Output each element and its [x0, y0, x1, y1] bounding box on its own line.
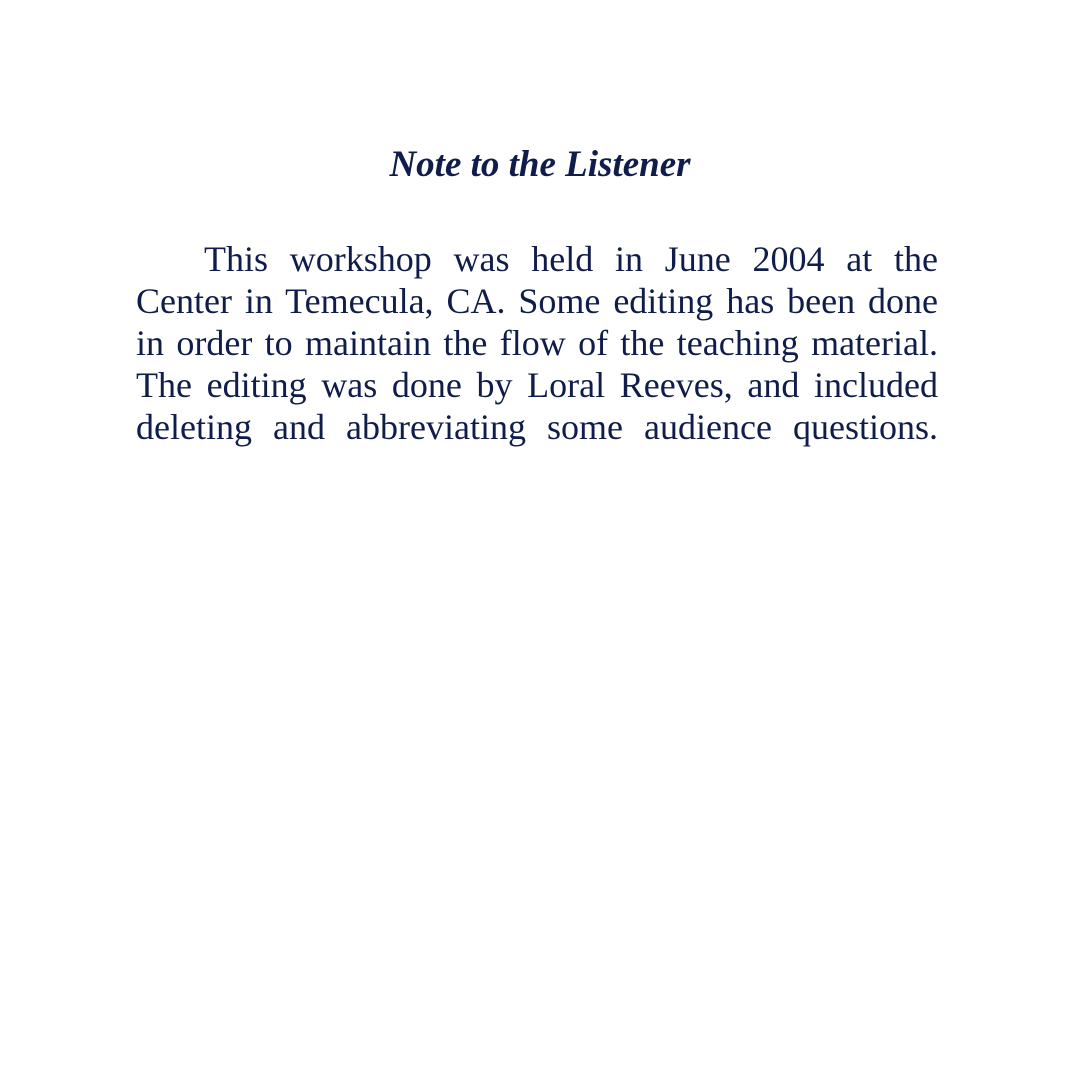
- paragraph-line-5: deleting and abbreviating some audience questions.: [136, 407, 938, 447]
- paragraph-line-4: The editing was done by Loral Reeves, and included: [136, 365, 938, 405]
- paragraph-line-3: in order to maintain the flow of the teaching material.: [136, 323, 938, 363]
- paragraph-line-1: This workshop was held in June 2004 at the: [204, 239, 938, 279]
- page-heading: Note to the Listener: [389, 144, 691, 185]
- paragraph-line-2: Center in Temecula, CA. Some editing has been done: [136, 281, 938, 321]
- note-paragraph: [136, 238, 938, 448]
